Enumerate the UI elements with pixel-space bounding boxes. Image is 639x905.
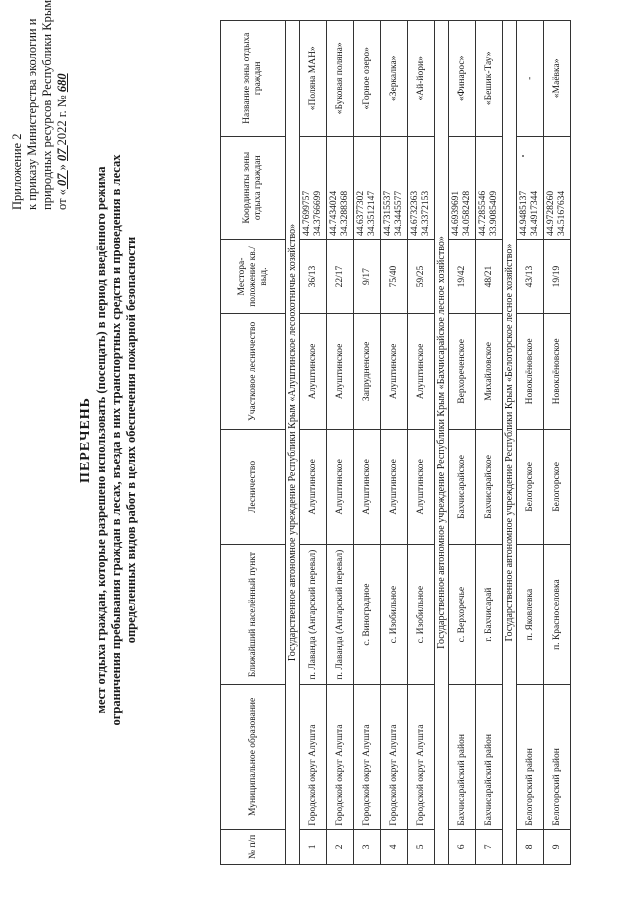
cell-quarter: 19/42 [449, 239, 476, 313]
cell-locality: п. Лаванда (Ангарский перевал) [300, 545, 327, 685]
coordinate-lon: 33.9085409 [489, 190, 499, 236]
cell-locality: п. Красноселовка [544, 545, 571, 685]
coordinate-lon: 34.3372153 [421, 190, 431, 236]
cell-district-forestry: Алуштинское [408, 314, 435, 430]
cell-forestry: Алуштинское [327, 429, 354, 545]
coordinate-lon: 34.3766699 [313, 190, 323, 236]
cell-coordinates [354, 136, 381, 239]
order-month: 07 [55, 145, 69, 161]
header-forestry: Лесничество [221, 429, 286, 545]
header-locality: Ближайший населённый пункт [221, 545, 286, 685]
cell-coordinates [300, 136, 327, 239]
document-title [78, 45, 139, 835]
cell-municipality: Бахчисарайский район [476, 685, 503, 830]
order-day: 07 [55, 170, 69, 190]
section-title: Государственное автономное учреждение Республики Крым «Белогорское лесное хозяйство» [503, 21, 517, 865]
table-row [354, 21, 381, 865]
cell-locality: с. Виноградное [354, 545, 381, 685]
table-row [476, 21, 503, 865]
coordinate-lat: 44.9485137 [519, 190, 529, 236]
cell-municipality: Городской округ Алушта [327, 685, 354, 830]
header-quarter: Местора-положение кв./выд. [221, 239, 286, 313]
appendix-header [10, 0, 70, 210]
cell-num: 8 [517, 829, 544, 864]
table-row [381, 21, 408, 865]
header-num: № п/п [221, 829, 286, 864]
cell-municipality: Белогорский район [544, 685, 571, 830]
cell-zone-name: «Буковая поляна» [327, 21, 354, 137]
title-line2: ограничения пребывания граждан в лесах, въезда в них транспортных средств и проведения в лесах [109, 154, 123, 726]
cell-forestry: Алуштинское [381, 429, 408, 545]
table-row [449, 21, 476, 865]
cell-forestry: Бахчисарайское [449, 429, 476, 545]
cell-quarter: 9/17 [354, 239, 381, 313]
coordinate-lat: 44.9728260 [546, 190, 556, 236]
header-municipality: Муниципальное образование [221, 685, 286, 830]
appendix-line1: Приложение 2 [10, 133, 24, 210]
coordinate-lat: 44.7434024 [329, 190, 339, 236]
cell-quarter: 59/25 [408, 239, 435, 313]
table-row [544, 21, 571, 865]
title-main: ПЕРЕЧЕНЬ [78, 397, 93, 483]
cell-forestry: Алуштинское [354, 429, 381, 545]
cell-municipality: Городской округ Алушта [300, 685, 327, 830]
cell-num: 3 [354, 829, 381, 864]
cell-quarter: 19/19 [544, 239, 571, 313]
cell-forestry: Алуштинское [408, 429, 435, 545]
cell-district-forestry: Новоклёновское [544, 314, 571, 430]
cell-num: 6 [449, 829, 476, 864]
title-line3: определенных видов работ в целях обеспечения пожарной безопасности [124, 236, 138, 644]
cell-zone-name: «Горное озеро» [354, 21, 381, 137]
cell-forestry: Белогорское [544, 429, 571, 545]
cell-municipality: Городской округ Алушта [354, 685, 381, 830]
section-row [286, 21, 300, 865]
title-line1: мест отдыха граждан, которые разрешено использовать (посещать) в период введённого режима [94, 166, 108, 714]
coordinate-lon: 34.5167634 [557, 190, 567, 236]
cell-quarter: 36/13 [300, 239, 327, 313]
cell-locality: с. Изобильное [381, 545, 408, 685]
cell-municipality: Городской округ Алушта [408, 685, 435, 830]
coordinate-lat: 44.7699757 [302, 190, 312, 236]
section-row [503, 21, 517, 865]
cell-municipality: Бахчисарайский район [449, 685, 476, 830]
cell-zone-name: «Финарос» [449, 21, 476, 137]
cell-coordinates [449, 136, 476, 239]
cell-forestry: Бахчисарайское [476, 429, 503, 545]
cell-zone-name: «Ай-йори» [408, 21, 435, 137]
coordinate-lat: 44.7315537 [383, 190, 393, 236]
appendix-date-line: от « 07 » 07 2022 г. № 680 [55, 73, 69, 210]
cell-municipality: Белогорский район [517, 685, 544, 830]
header-coordinates: Координаты зоны отдыха граждан [221, 136, 286, 239]
section-title: Государственное автономное учреждение Республики Крым «Алуштинское лесоохотничье хозяйство» [286, 21, 300, 865]
cell-num: 2 [327, 829, 354, 864]
coordinate-lon: 34.3445577 [394, 190, 404, 236]
coordinate-lon: 34.3512147 [367, 190, 377, 236]
header-district-forestry: Участковое лесничество [221, 314, 286, 430]
cell-quarter: 22/17 [327, 239, 354, 313]
cell-locality: с. Верхоречье [449, 545, 476, 685]
cell-district-forestry: Михайловское [476, 314, 503, 430]
table-row [300, 21, 327, 865]
order-number: 680 [55, 73, 69, 93]
cell-district-forestry: Алуштинское [300, 314, 327, 430]
recreation-zones-table [220, 20, 571, 865]
cell-num: 5 [408, 829, 435, 864]
header-zone-name: Название зоны отдыха граждан [221, 21, 286, 137]
cell-zone-name: «Поляна МАН» [300, 21, 327, 137]
table-row [408, 21, 435, 865]
coordinate-lon: 34.3288368 [340, 190, 350, 236]
cell-num: 4 [381, 829, 408, 864]
cell-num: 7 [476, 829, 503, 864]
cell-coordinates [544, 136, 571, 239]
cell-locality: г. Бахчисарай [476, 545, 503, 685]
cell-district-forestry: Запрудненское [354, 314, 381, 430]
coordinate-lon: 34.4917344 [530, 190, 540, 236]
coordinate-lon: 34.0582428 [462, 190, 472, 236]
cell-locality: п. Лаванда (Ангарский перевал) [327, 545, 354, 685]
coordinate-lat: 44.7285546 [478, 190, 488, 236]
cell-coordinates [517, 136, 544, 239]
cell-district-forestry: Новоклёновское [517, 314, 544, 430]
cell-locality: с. Изобильное [408, 545, 435, 685]
cell-num: 1 [300, 829, 327, 864]
appendix-line3: природных ресурсов Республики Крым [40, 0, 54, 210]
coordinate-lat: 44.6377302 [356, 190, 366, 236]
cell-municipality: Городской округ Алушта [381, 685, 408, 830]
cell-coordinates [327, 136, 354, 239]
cell-quarter: 75/40 [381, 239, 408, 313]
coordinate-lat: 44.6939691 [451, 190, 461, 236]
cell-coordinates [476, 136, 503, 239]
cell-district-forestry: Алуштинское [327, 314, 354, 430]
cell-zone-name: «Зеркалка» [381, 21, 408, 137]
cell-num: 9 [544, 829, 571, 864]
cell-district-forestry: Алуштинское [381, 314, 408, 430]
cell-quarter: 48/21 [476, 239, 503, 313]
section-title: Государственное автономное учреждение Республики Крым «Бахчисарайское лесное хозяйство» [435, 21, 449, 865]
cell-locality: п. Яковлевка [517, 545, 544, 685]
table-row [517, 21, 544, 865]
coordinate-lat: 44.6732363 [410, 190, 420, 236]
table-header-row [221, 21, 286, 865]
cell-forestry: Белогорское [517, 429, 544, 545]
appendix-line2: к приказу Министерства экологии и [25, 18, 39, 210]
scan-speck [522, 155, 524, 157]
cell-zone-name: «Бешик-Тау» [476, 21, 503, 137]
cell-quarter: 43/13 [517, 239, 544, 313]
cell-zone-name: «Маёвка» [544, 21, 571, 137]
cell-coordinates [381, 136, 408, 239]
cell-forestry: Алуштинское [300, 429, 327, 545]
cell-district-forestry: Верхореченское [449, 314, 476, 430]
table-row [327, 21, 354, 865]
section-row [435, 21, 449, 865]
cell-zone-name: - [517, 21, 544, 137]
cell-coordinates [408, 136, 435, 239]
